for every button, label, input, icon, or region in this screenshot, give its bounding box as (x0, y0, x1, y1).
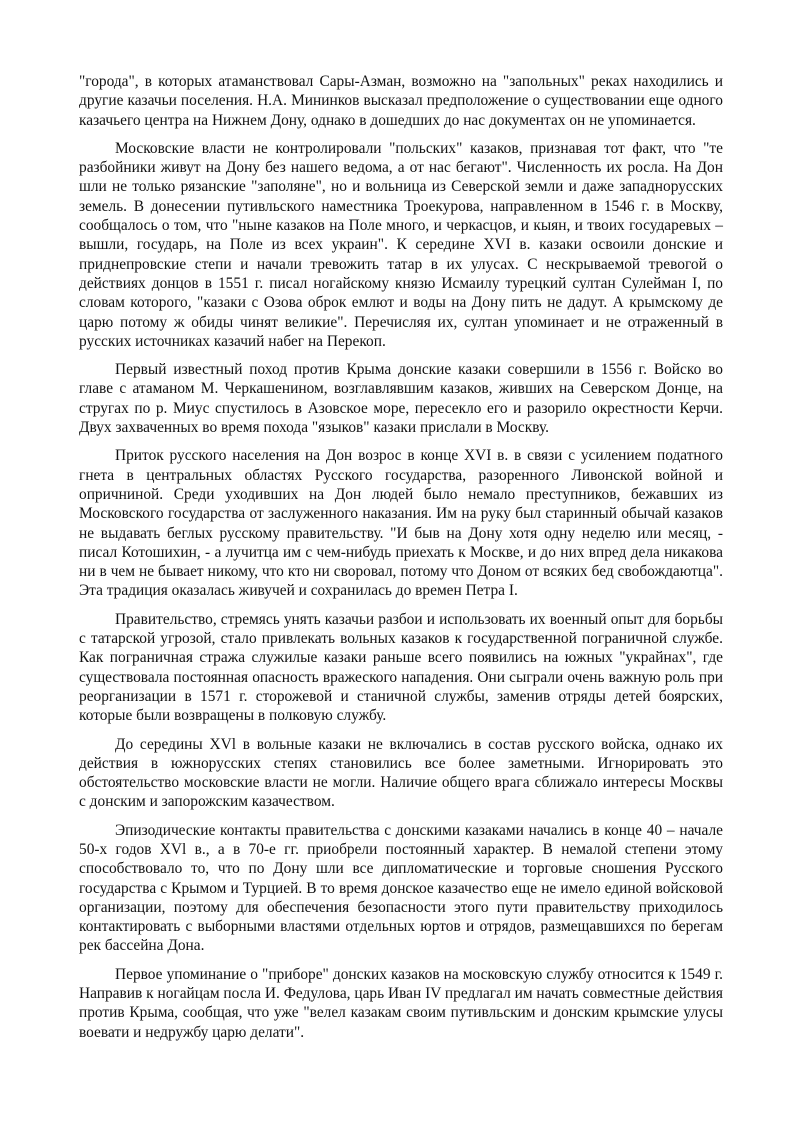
paragraph-2: Московские власти не контролировали "польских" казаков, признавая тот факт, что "те разбойники живут на Дону без нашего ведома, а от нас бегают". Численность их росла. На Дон шли не только рязанские "заполяне", но и вольница из Северской земли и даже западнорусских земель. В донесении путивльского наместника Троекурова, направленном в 1546 г. в Москву, сообщалось о том, что "ныне казаков на Поле много, и черкасцов, и кыян, и твоих государевых – вышли, государь, на Поле из всех украин". К середине XVI в. казаки освоили донские и приднепровские степи и начали тревожить татар в их улусах. С нескрываемой тревогой о действиях донцов в 1551 г. писал ногайскому князю Исмаилу турецкий султан Сулейман I, по словам которого, "казаки с Озова оброк емлют и воды на Дону пить не дадут. А крымскому де царю потому ж обиды чинят великие". Перечисляя их, султан упоминает и не отраженный в русских источниках казачий набег на Перекоп. (79, 139, 723, 350)
paragraph-5: Правительство, стремясь унять казачьи разбои и использовать их военный опыт для борьбы с татарской угрозой, стало привлекать вольных казаков к государственной пограничной службе. Как пограничная стража служилые казаки раньше всего появились на южных "украйнах", где существовала постоянная опасность вражеского нападения. Они сыграли очень важную роль при реорганизации в 1571 г. сторожевой и станичной службы, заменив отряды детей боярских, которые были возвращены в полковую службу. (79, 610, 723, 725)
paragraph-1: "города", в которых атаманствовал Сары-Азман, возможно на "запольных" реках находились и другие казачьи поселения. Н.А. Мининков высказал предположение о существовании еще одного казачьего центра на Нижнем Дону, однако в дошедших до нас документах он не упоминается. (79, 73, 723, 129)
paragraph-7: Эпизодические контакты правительства с донскими казаками начались в конце 40 – начале 50-х годов XVl в., а в 70-е гг. приобрели постоянный характер. В немалой степени этому способствовало то, что по Дону шли все дипломатические и торговые сношения Русского государства с Крымом и Турцией. В то время донское казачество еще не имело единой войсковой организации, поэтому для обеспечения безопасности этого пути правительству приходилось контактировать с выборными властями отдельных юртов и отрядов, размещавшихся по берегам рек бассейна Дона. (79, 821, 723, 955)
paragraph-3: Первый известный поход против Крыма донские казаки совершили в 1556 г. Войско во главе с атаманом М. Черкашенином, возглавлявшим казаков, живших на Северском Донце, на стругах по р. Миус спустилось в Азовское море, пересекло его и разорило окрестности Керчи. Двух захваченных во время похода "языков" казаки прислали в Москву. (79, 361, 723, 437)
paragraph-6: До середины XVl в вольные казаки не включались в состав русского войска, однако их действия в южнорусских степях становились все более заметными. Игнорировать это обстоятельство московские власти не могли. Наличие общего врага сближало интересы Москвы с донским и запорожским казачеством. (79, 735, 723, 811)
paragraph-8: Первое упоминание о "приборе" донских казаков на московскую службу относится к 1549 г. Направив к ногайцам посла И. Федулова, царь Иван IV предлагал им начать совместные действия против Крыма, сообщая, что уже "велел казакам своим путивльским и донским крымские улусы воевати и недружбу царю делати". (79, 965, 723, 1041)
paragraph-4: Приток русского населения на Дон возрос в конце XVI в. в связи с усилением податного гнета в центральных областях Русского государства, разоренного Ливонской войной и опричниной. Среди уходивших на Дон людей было немало преступников, бежавших из Московского государства от заслуженного наказания. Им на руку был старинный обычай казаков не выдавать беглых русскому правительству. "И быв на Дону хотя одну неделю или месяц, - писал Котошихин, - а лучитца им с чем-нибудь приехать к Москве, и до них впред дела никакова ни в чем не бывает никому, что кто ни своровал, потому что Доном от всяких бед свобождаютца". Эта традиция оказалась живучей и сохранилась до времен Петра I. (79, 447, 723, 600)
document-page (79, 72, 723, 1051)
